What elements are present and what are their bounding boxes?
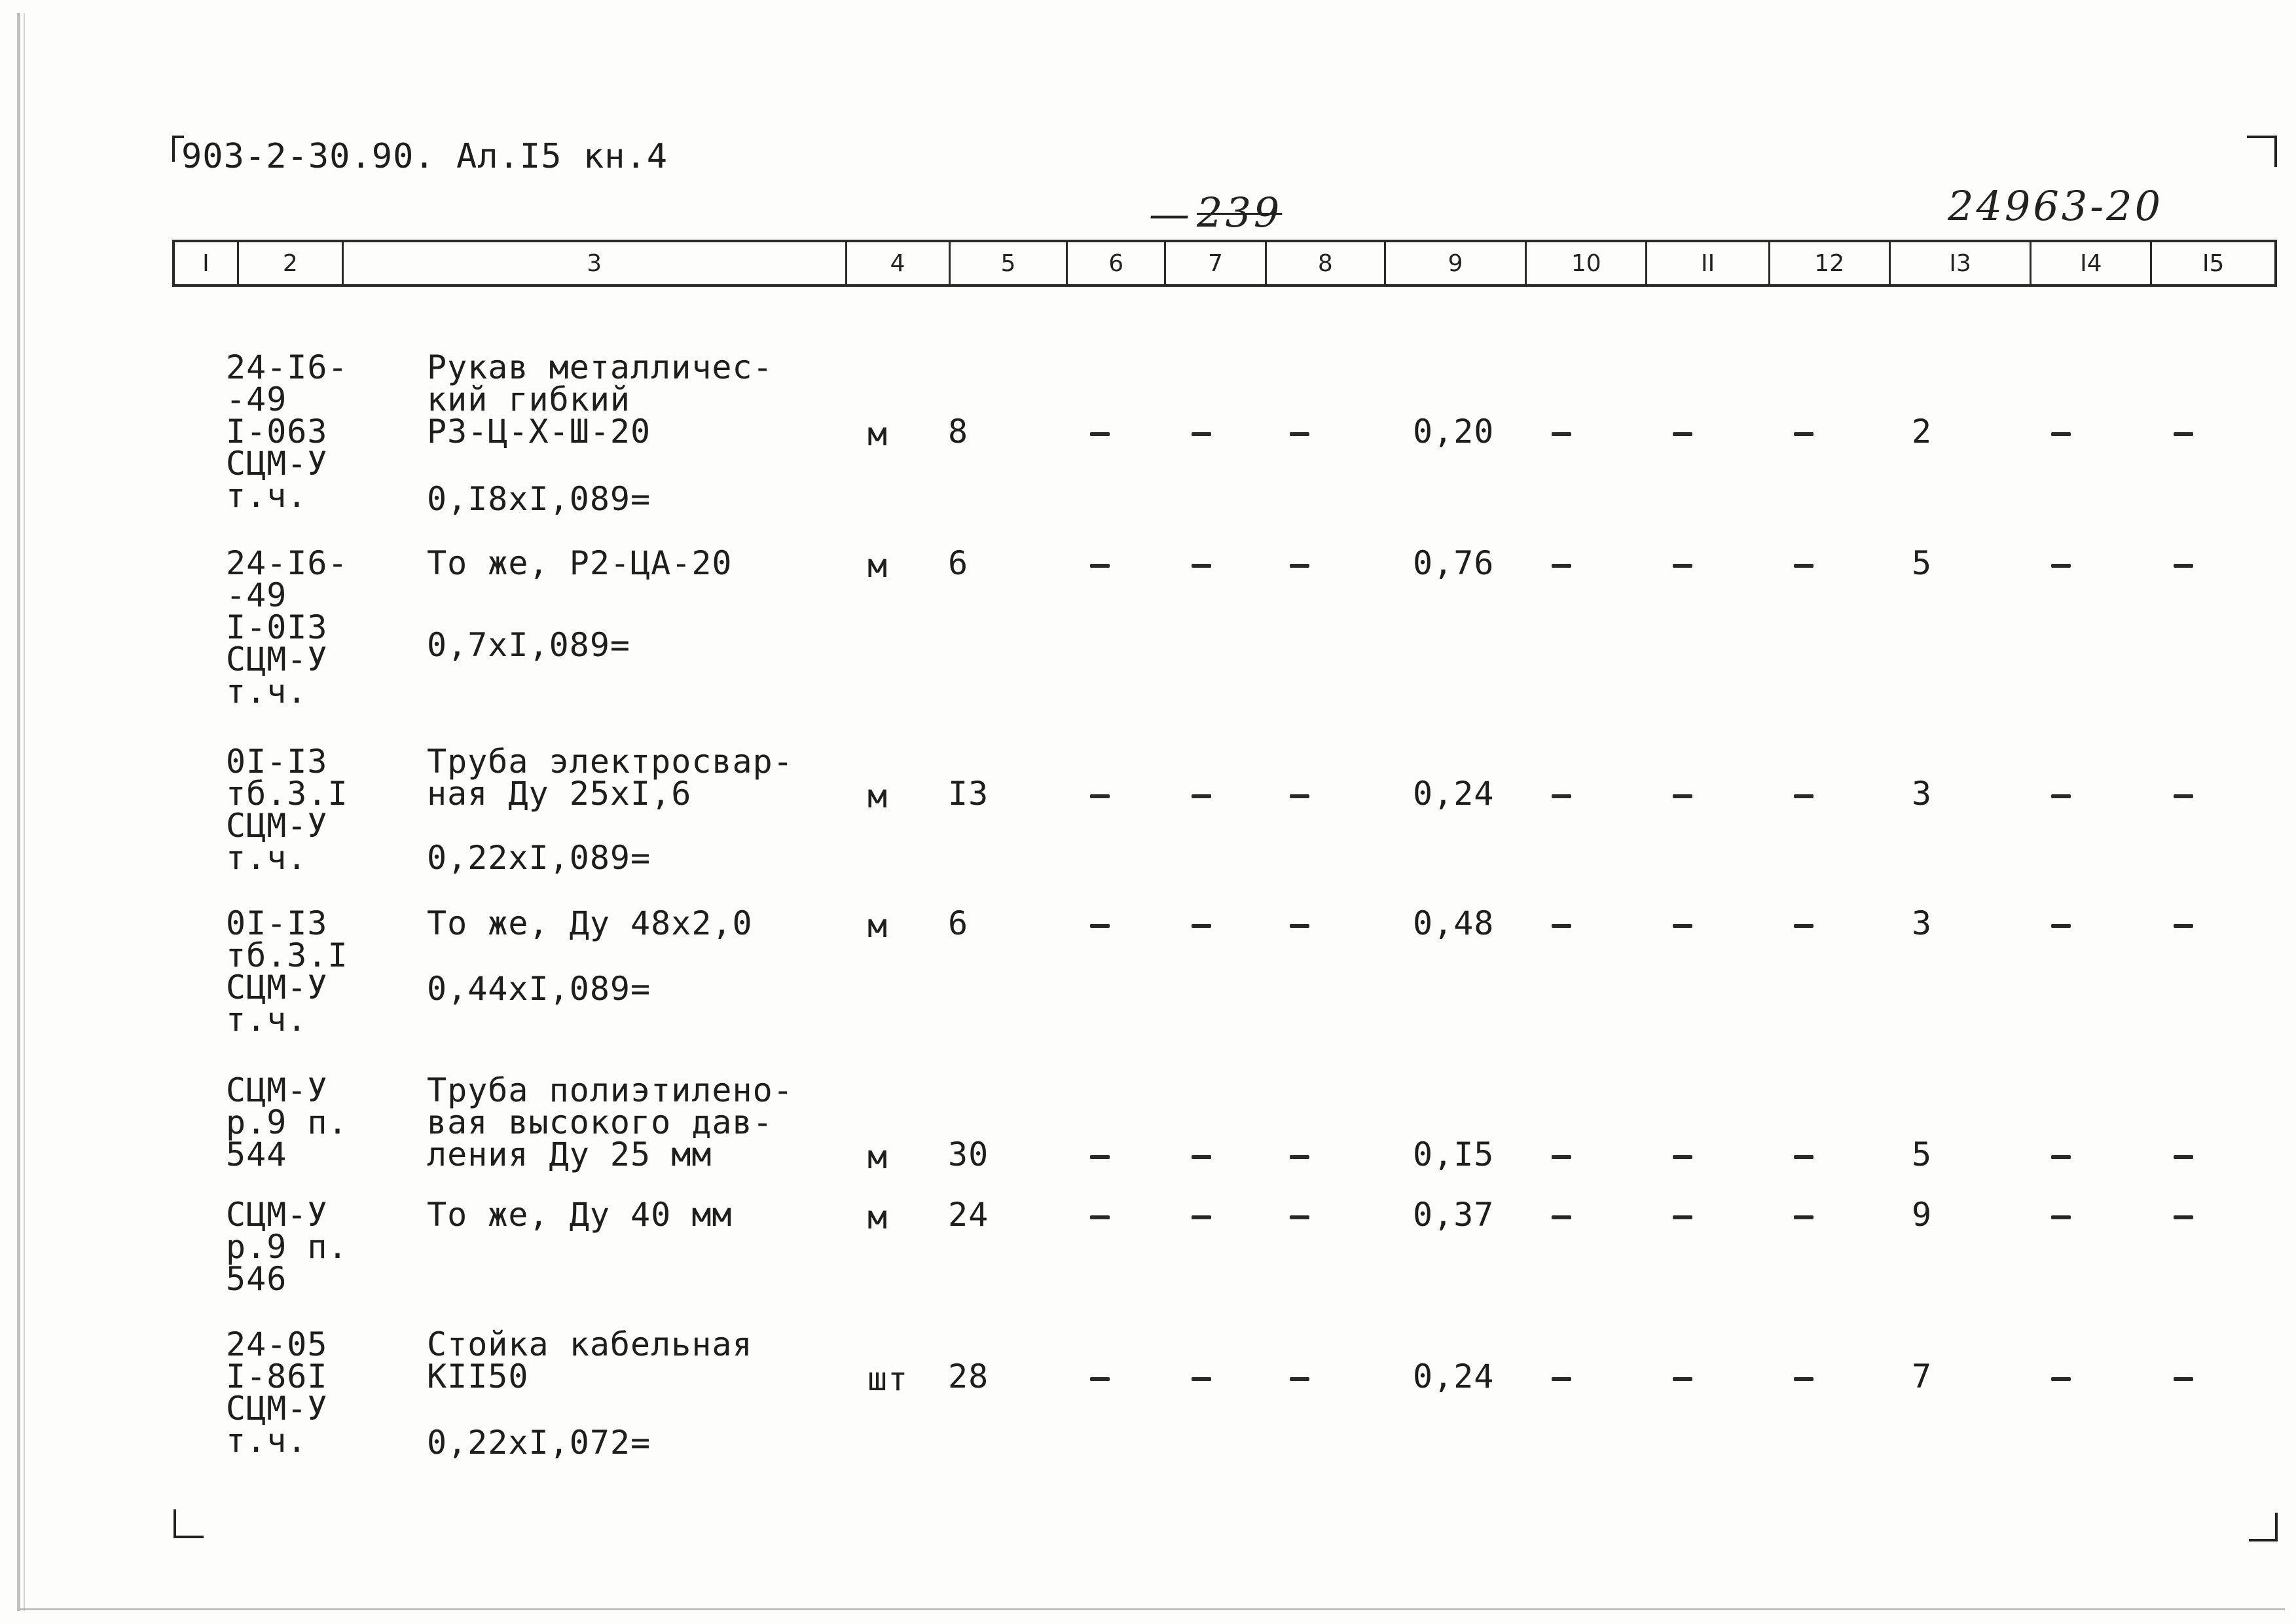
row-code-line: -49 [226,576,287,614]
row-code-line: 24-I6- [226,544,348,582]
empty-cell-dash [2051,924,2071,928]
row-code-line: т.ч. [226,477,308,515]
row-name-line: вая высокого дав- [427,1103,773,1141]
row-unit: м [867,547,888,585]
row-unit: м [867,907,888,945]
row-quantity: 24 [948,1196,989,1234]
empty-cell-dash [1192,432,1211,436]
empty-cell-dash [1673,564,1692,568]
empty-cell-dash [1090,1377,1110,1381]
empty-cell-dash [1192,924,1211,928]
empty-cell-dash [1673,1155,1692,1159]
row-code-line: т.ч. [226,1422,308,1460]
archive-number: 24963-20 [1948,182,2164,230]
empty-cell-dash [2051,1377,2071,1381]
empty-cell-dash [2174,1377,2193,1381]
row-code-line: р.9 п. [226,1228,348,1266]
row-name-line: То же, Ду 40 мм [427,1196,733,1234]
empty-cell-dash [1552,794,1571,798]
row-name-line: Труба полиэтилено- [427,1071,793,1109]
row-code-line: 24-I6- [226,348,348,386]
row-quantity: 30 [948,1135,989,1173]
row-formula: 0,44xI,089= [427,970,651,1008]
column-header: 9 [1386,242,1527,284]
row-col9-value: 0,76 [1413,544,1495,582]
row-formula: 0,I8xI,089= [427,480,651,518]
row-col13-value: 7 [1912,1357,1933,1395]
row-name-line: КII50 [427,1357,529,1395]
row-col13-value: 5 [1912,1135,1933,1173]
empty-cell-dash [1192,794,1211,798]
empty-cell-dash [1673,1215,1692,1219]
empty-cell-dash [2174,1155,2193,1159]
empty-cell-dash [1794,924,1813,928]
row-code-line: 0I-I3 [226,904,328,942]
page-number: 239 [1197,189,1283,236]
empty-cell-dash [1090,1215,1110,1219]
row-code-line: т.ч. [226,1001,308,1039]
column-header: 3 [344,242,847,284]
empty-cell-dash [1290,1377,1309,1381]
empty-cell-dash [2051,794,2071,798]
row-code-line: 24-05 [226,1325,328,1363]
empty-cell-dash [2174,1215,2193,1219]
row-name-line: То же, Р2-ЦА-20 [427,544,733,582]
empty-cell-dash [1794,1215,1813,1219]
row-code-line: I-0I3 [226,608,328,646]
row-code-line: т.ч. [226,839,308,877]
row-code-line: I-86I [226,1357,328,1395]
row-unit: м [867,415,888,453]
empty-cell-dash [1090,564,1110,568]
empty-cell-dash [1552,1377,1571,1381]
row-col9-value: 0,I5 [1413,1135,1495,1173]
row-quantity: I3 [948,775,989,813]
row-col13-value: 3 [1912,904,1933,942]
row-name-line: ная Ду 25xI,6 [427,775,692,813]
empty-cell-dash [1090,1155,1110,1159]
empty-cell-dash [1673,924,1692,928]
column-header: 10 [1527,242,1647,284]
column-header: 6 [1068,242,1166,284]
binding-edge-inner [24,13,25,1611]
column-header: 12 [1770,242,1891,284]
page-number-dash-left: — [1149,190,1192,238]
empty-cell-dash [2051,432,2071,436]
empty-cell-dash [1794,432,1813,436]
row-name-line: Труба электросвар- [427,743,793,781]
empty-cell-dash [1290,794,1309,798]
column-header: 5 [951,242,1068,284]
empty-cell-dash [1192,1377,1211,1381]
empty-cell-dash [1552,564,1571,568]
empty-cell-dash [2174,794,2193,798]
empty-cell-dash [1552,924,1571,928]
empty-cell-dash [1794,794,1813,798]
row-unit: м [867,1138,888,1176]
row-formula: 0,7xI,089= [427,626,631,664]
bottom-edge [20,1608,2285,1610]
column-header: I3 [1891,242,2032,284]
empty-cell-dash [2051,1215,2071,1219]
row-col9-value: 0,24 [1413,1357,1495,1395]
row-col9-value: 0,24 [1413,775,1495,813]
corner-mark-bottom-right [2249,1513,2278,1541]
row-code-line: 546 [226,1260,287,1298]
document-reference: 903-2-30.90. Ал.I5 кн.4 [181,137,668,176]
row-formula: 0,22xI,072= [427,1424,651,1462]
empty-cell-dash [1552,1155,1571,1159]
row-quantity: 6 [948,544,969,582]
column-header: I4 [2032,242,2152,284]
row-code-line: 544 [226,1135,287,1173]
empty-cell-dash [1290,432,1309,436]
empty-cell-dash [1090,794,1110,798]
empty-cell-dash [1552,432,1571,436]
row-name-line: То же, Ду 48х2,0 [427,904,753,942]
row-quantity: 28 [948,1357,989,1395]
column-header-strip [172,240,2277,287]
empty-cell-dash [1673,794,1692,798]
row-unit: м [867,777,888,815]
column-header: 4 [847,242,951,284]
row-code-line: тб.3.I [226,936,348,974]
empty-cell-dash [2051,1155,2071,1159]
row-col9-value: 0,48 [1413,904,1495,942]
row-code-line: тб.3.I [226,775,348,813]
empty-cell-dash [2174,924,2193,928]
row-code-line: 0I-I3 [226,743,328,781]
row-code-line: р.9 п. [226,1103,348,1141]
row-name-line: Стойка кабельная [427,1325,753,1363]
row-code-line: СЦМ-У [226,1071,328,1109]
row-code-line: I-063 [226,413,328,451]
row-formula: 0,22xI,089= [427,839,651,877]
row-code-line: т.ч. [226,673,308,710]
column-header: II [1647,242,1770,284]
empty-cell-dash [1552,1215,1571,1219]
corner-mark-bottom-left [173,1509,204,1538]
empty-cell-dash [1290,1155,1309,1159]
empty-cell-dash [2051,564,2071,568]
row-quantity: 8 [948,413,969,451]
row-name-line: РЗ-Ц-Х-Ш-20 [427,413,651,451]
row-code-line: -49 [226,380,287,418]
row-code-line: СЦМ-У [226,445,328,483]
row-name-line: кий гибкий [427,380,631,418]
row-name-line: Рукав металличес- [427,348,773,386]
row-col13-value: 2 [1912,413,1933,451]
row-code-line: СЦМ-У [226,969,328,1006]
row-col13-value: 9 [1912,1196,1933,1234]
row-col9-value: 0,20 [1413,413,1495,451]
row-name-line: ления Ду 25 мм [427,1135,712,1173]
corner-mark-top-right [2247,136,2277,167]
row-code-line: СЦМ-У [226,807,328,845]
row-col13-value: 3 [1912,775,1933,813]
row-code-line: СЦМ-У [226,640,328,678]
row-col9-value: 0,37 [1413,1196,1495,1234]
column-header: 2 [239,242,344,284]
empty-cell-dash [2174,432,2193,436]
empty-cell-dash [1192,564,1211,568]
empty-cell-dash [1794,1377,1813,1381]
empty-cell-dash [2174,564,2193,568]
row-unit: шт [867,1360,909,1398]
binding-edge [17,13,20,1611]
empty-cell-dash [1192,1155,1211,1159]
empty-cell-dash [1290,564,1309,568]
empty-cell-dash [1090,924,1110,928]
row-code-line: СЦМ-У [226,1390,328,1428]
empty-cell-dash [1290,1215,1309,1219]
row-quantity: 6 [948,904,969,942]
empty-cell-dash [1192,1215,1211,1219]
row-unit: м [867,1198,888,1236]
column-header: 8 [1267,242,1386,284]
empty-cell-dash [1673,432,1692,436]
empty-cell-dash [1290,924,1309,928]
column-header: I5 [2202,249,2225,277]
empty-cell-dash [1794,564,1813,568]
empty-cell-dash [1794,1155,1813,1159]
empty-cell-dash [1673,1377,1692,1381]
column-header: 7 [1166,242,1267,284]
empty-cell-dash [1090,432,1110,436]
column-header: I [175,242,239,284]
row-col13-value: 5 [1912,544,1933,582]
row-code-line: СЦМ-У [226,1196,328,1234]
